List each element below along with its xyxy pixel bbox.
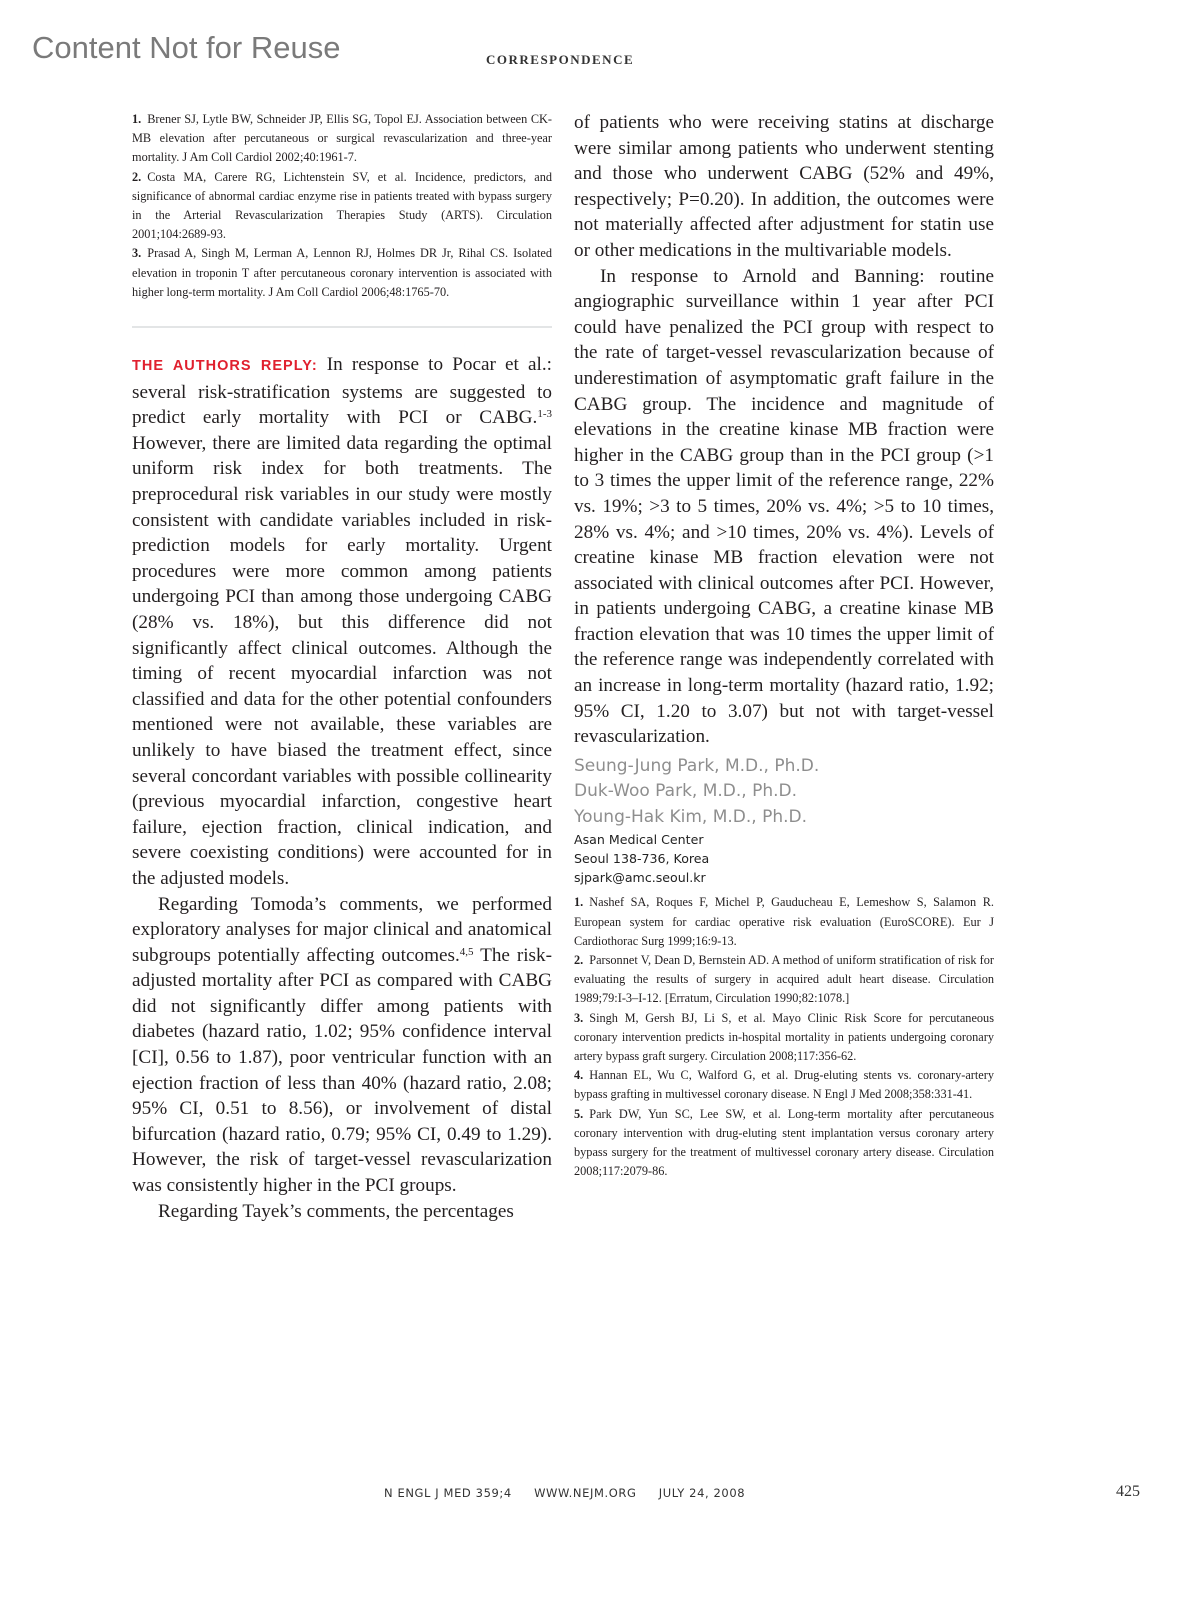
author-name: Seung-Jung Park, M.D., Ph.D.	[574, 755, 820, 776]
citation: 4,5	[459, 945, 474, 958]
signatures	[574, 754, 994, 831]
journal-citation: N ENGL J MED 359;4	[384, 1486, 512, 1500]
authors-reply-label: THE AUTHORS REPLY:	[132, 358, 318, 375]
page-footer	[384, 1486, 763, 1500]
reply-body-continued	[574, 110, 994, 750]
reference-item: 4. Hannan EL, Wu C, Walford G, et al. Drug-eluting stents vs. coronary-artery bypass grafting in multivessel coronary disease. N Engl J Med 2008;358:331-41.	[574, 1068, 994, 1102]
section-header: CORRESPONDENCE	[486, 52, 635, 67]
left-column	[132, 110, 552, 1224]
section-divider	[132, 326, 552, 328]
reply-body	[132, 352, 552, 1224]
reference-item: 1. Nashef SA, Roques F, Michel P, Gauducheau E, Lemeshow S, Salamon R. European system for cardiac operative risk evaluation (EuroSCORE). Eur J Cardiothorac Surg 1999;16:9-13.	[574, 895, 994, 948]
citation: 1-3	[537, 408, 552, 421]
watermark: Content Not for Reuse	[32, 30, 341, 65]
affiliation-city: Seoul 138-736, Korea	[574, 851, 710, 867]
issue-date: JULY 24, 2008	[658, 1486, 746, 1500]
author-name: Young-Hak Kim, M.D., Ph.D.	[574, 806, 807, 827]
page-number: 425	[1116, 1483, 1140, 1500]
paragraph: of patients who were receiving statins at discharge were similar among patients who underwent stenting and those who underwent CABG (52% and 49%, respectively; P=0.20). In addition, the outcomes were not materially affected after adjustment for statin use or other medications in the multivariable models.	[574, 112, 994, 261]
reference-item: 2. Costa MA, Carere RG, Lichtenstein SV, et al. Incidence, predictors, and significance of abnormal cardiac enzyme rise in patients treated with bypass surgery in the Arterial Revascularization Therapies Study (ARTS). Circulation 2001;104:2689-93.	[132, 169, 552, 242]
paragraph: Regarding Tayek’s comments, the percentages	[158, 1200, 514, 1222]
paragraph: In response to Arnold and Banning: routine angiographic surveillance within 1 year after PCI could have penalized the PCI group with respect to the rate of target-vessel revascularization because of underestimation of asymptomatic graft failure in the CABG group. The incidence and magnitude of elevations in the creatine kinase MB fraction were higher in the CABG group than in the PCI group (>1 to 3 times the upper limit of the reference range, 22% vs. 19%; >3 to 5 times, 20% vs. 4%; >5 to 10 times, 28% vs. 4%; and >10 times, 20% vs. 4%). Levels of creatine kinase MB fraction elevation were not associated with clinical outcomes after PCI. However, in patients undergoing CABG, a creatine kinase MB fraction elevation that was 10 times the upper limit of the reference range was independently correlated with an increase in long-term mortality (hazard ratio, 1.92; 95% CI, 1.20 to 3.07) but not with target-vessel revascularization.	[574, 265, 994, 748]
reference-item: 2. Parsonnet V, Dean D, Bernstein AD. A method of uniform stratification of risk for evaluating the results of surgery in acquired adult heart disease. Circulation 1989;79:I-3–I-12. [Erratum, Circulation 1990;82:1078.]	[574, 952, 994, 1006]
reference-item: 5. Park DW, Yun SC, Lee SW, et al. Long-term mortality after percutaneous coronary intervention with drug-eluting stent implantation versus coronary artery bypass surgery for the treatment of multivessel coronary artery disease. Circulation 2008;117:2079-86.	[574, 1106, 994, 1179]
paragraph: Regarding Tomoda’s comments, we performed exploratory analyses for major clinical and anatomical subgroups potentially affecting outcomes.$^{4,5}$ The risk-adjusted mortality after PCI as compared with CABG did not significantly differ among patients with diabetes (hazard ratio, 1.02; 95% confidence interval [CI], 0.56 to 1.87), poor ventricular function with an ejection fraction of less than 40% (hazard ratio, 2.08; 95% CI, 0.51 to 8.56), or involvement of distal bifurcation (hazard ratio, 0.79; 95% CI, 0.49 to 1.29). However, the risk of target-vessel revascularization was consistently higher in the PCI groups.	[132, 893, 552, 1197]
affiliation-email[interactable]: sjpark@amc.seoul.kr	[574, 870, 706, 886]
reference-list	[574, 893, 994, 1181]
affiliation-institution: Asan Medical Center	[574, 832, 704, 848]
reference-item: 3. Prasad A, Singh M, Lerman A, Lennon RJ, Holmes DR Jr, Rihal CS. Isolated elevation in troponin T after percutaneous coronary intervention is associated with higher long-term mortality. J Am Coll Cardiol 2006;48:1765-70.	[132, 246, 552, 299]
reference-item: 3. Singh M, Gersh BJ, Li S, et al. Mayo Clinic Risk Score for percutaneous coronary intervention predicts in-hospital mortality in patients undergoing coronary artery bypass graft surgery. Circulation 2008;117:356-62.	[574, 1010, 994, 1063]
author-name: Duk-Woo Park, M.D., Ph.D.	[574, 781, 798, 802]
right-column	[574, 110, 994, 1181]
paragraph: THE AUTHORS REPLY: In response to Pocar et al.: several risk-stratification systems are suggested to predict early mortality with PCI or CABG.$^{1-3}$ However, there are limited data regarding the optimal uniform risk index for both treatments. The preprocedural risk variables in our study were mostly consistent with candidate variables included in risk-prediction models for early mortality. Urgent procedures were more common among patients undergoing PCI than among those undergoing CABG (28% vs. 18%), but this difference did not significantly affect clinical outcomes. Although the timing of recent myocardial infarction was not classified and data for the other potential confounders mentioned were not available, these variables are unlikely to have biased the treatment effect, since several concordant variables with possible collinearity (previous myocardial infarction, congestive heart failure, ejection fraction, clinical indication, and severe coexisting conditions) were accounted for in the adjusted models.	[132, 354, 552, 889]
website-link[interactable]: WWW.NEJM.ORG	[534, 1486, 637, 1500]
reference-item: 1. Brener SJ, Lytle BW, Schneider JP, Ellis SG, Topol EJ. Association between CK-MB elevation after percutaneous or surgical revascularization and three-year mortality. J Am Coll Cardiol 2002;40:1961-7.	[132, 112, 552, 165]
